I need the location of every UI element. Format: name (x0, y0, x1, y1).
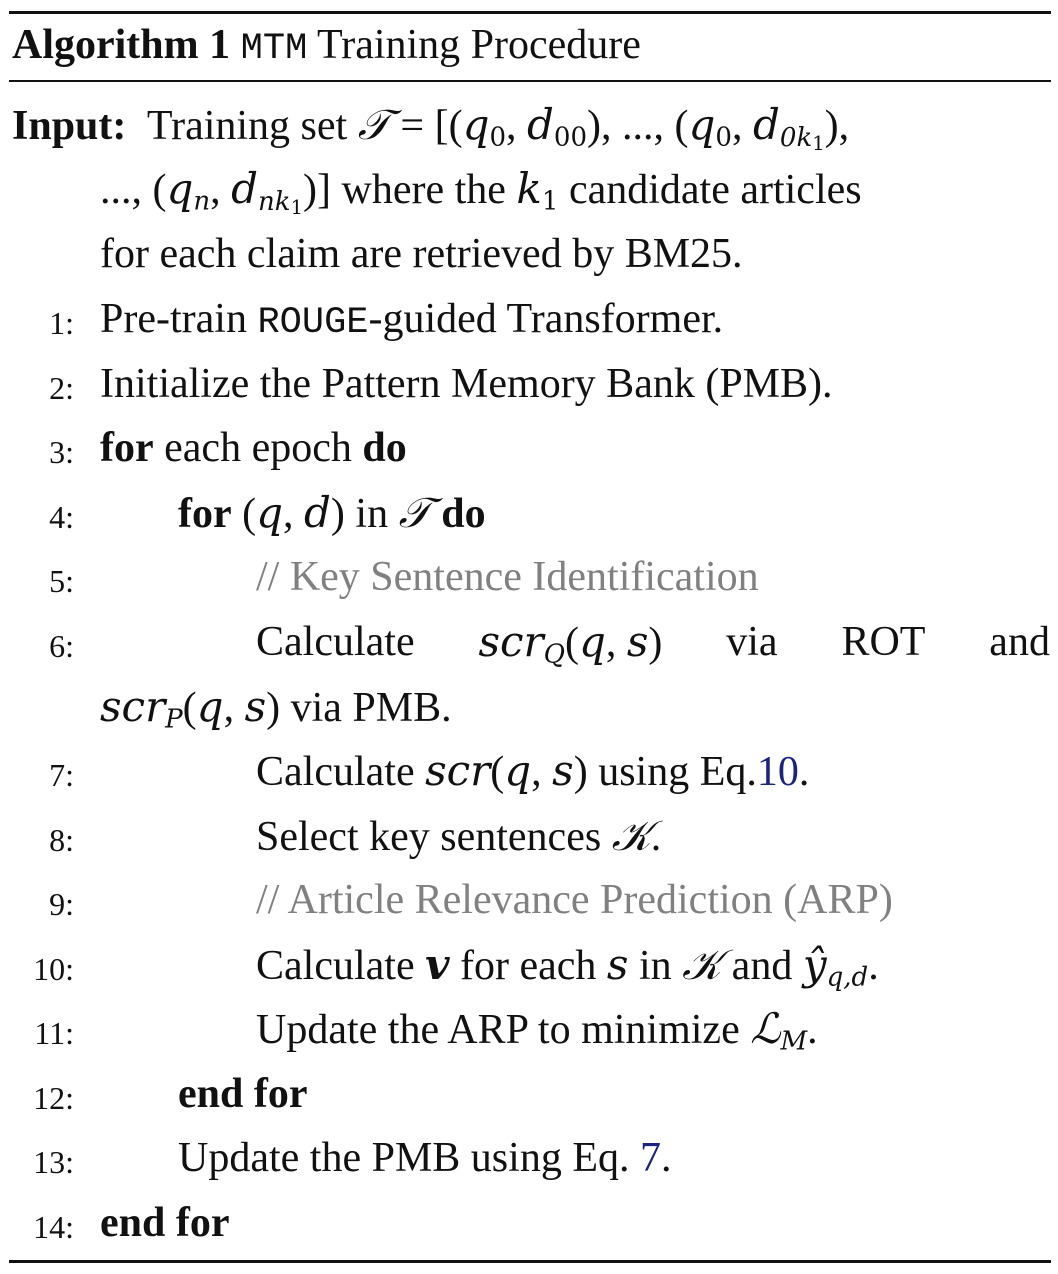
equation-ref-link[interactable]: 10 (756, 749, 799, 795)
step-text: . (807, 1007, 818, 1053)
step-10: Calculate v for each s in 𝒦 and $ŷ_{q,d}$. (256, 940, 879, 993)
keyword-do: do (441, 491, 486, 537)
step-text: and (989, 619, 1050, 665)
input-text: candidate articles (568, 167, 862, 213)
line-number: 9: (49, 886, 74, 922)
step-text: and (731, 943, 793, 989)
step-12-end-for: end for (178, 1071, 308, 1117)
input-line-3: for each claim are retrieved by BM25. (100, 231, 743, 277)
step-text: Pre-train (100, 296, 247, 342)
step-2: Initialize the Pattern Memory Bank (PMB). (100, 361, 833, 407)
step-text: for each (460, 943, 597, 989)
step-text: Update the PMB using Eq. (178, 1135, 630, 1181)
keyword-for: for (178, 491, 232, 537)
step-text: . (660, 1135, 672, 1181)
comment-key-sentence: // Key Sentence Identification (256, 554, 759, 600)
step-text: via PMB. (290, 685, 452, 731)
comment-arp: // Article Relevance Prediction (ARP) (256, 877, 893, 923)
line-number: 5: (49, 563, 74, 599)
line-number: 12: (33, 1080, 74, 1116)
line-number: 10: (33, 951, 74, 987)
step-text: . (798, 749, 810, 795)
step-14-end-for: end for (100, 1200, 230, 1246)
algorithm-title-suffix: Training Procedure (317, 22, 641, 68)
keyword-do: do (362, 425, 407, 471)
rouge-mono: ROUGE (257, 302, 369, 344)
step-text: Calculate (256, 943, 415, 989)
step-6-line-1: Calculate scr$_Q$(q, s) via ROT and (256, 617, 1050, 670)
step-text: Update the ARP to minimize (256, 1007, 740, 1053)
step-11: Update the ARP to minimize ℒ$_M$. (256, 1004, 818, 1057)
line-number: 2: (49, 370, 74, 406)
step-8: Select key sentences 𝒦. (256, 811, 662, 860)
algorithm-number: Algorithm 1 (12, 22, 231, 68)
line-number: 8: (49, 822, 74, 858)
line-number: 4: (49, 499, 74, 535)
input-line-1: Input: Training set 𝒯 = [($q_0$, $d_{00}$), ..., ($q_0$, $d_{0k1}$), (12, 100, 850, 155)
step-text: Calculate (256, 749, 415, 795)
step-4: for (q, d) in 𝒯 do (178, 488, 486, 537)
algorithm-name: MTM (240, 28, 308, 70)
line-number: 1: (49, 305, 74, 341)
step-text: ROT (841, 619, 926, 665)
step-13 (178, 1132, 671, 1184)
keyword-for: for (100, 425, 154, 471)
input-text: Training set (146, 103, 348, 149)
step-text: Select key sentences (256, 814, 602, 860)
input-text: where the (341, 167, 506, 213)
math-equals: = [( (389, 103, 463, 149)
line-number: 7: (49, 757, 74, 793)
line-number: 3: (49, 434, 74, 470)
step-text: . (650, 814, 662, 860)
line-number: 11: (34, 1015, 74, 1051)
line-number: 6: (49, 628, 74, 664)
line-number: 13: (33, 1144, 74, 1180)
step-text: -guided Transformer. (368, 296, 724, 342)
step-text: in (638, 943, 672, 989)
algorithm-title (12, 16, 641, 78)
step-1 (100, 293, 723, 349)
bottom-rule (9, 1260, 1051, 1263)
equation-ref-link[interactable]: 7 (639, 1135, 661, 1181)
title-rule (9, 80, 1051, 82)
top-rule (9, 11, 1051, 14)
step-text: via (726, 619, 778, 665)
step-3 (100, 422, 407, 474)
step-7: Calculate scr(q, s) using Eq.10. (256, 746, 810, 795)
training-set-symbol: 𝒯 (357, 100, 390, 149)
input-label: Input: (12, 103, 127, 149)
input-line-2: ..., ($q_n$, $d_{nk1}$)] where the $k_1$ candidate articles (100, 164, 862, 219)
step-text: in (355, 491, 389, 537)
step-text: Calculate (256, 619, 415, 665)
step-text: using Eq. (598, 749, 757, 795)
step-text: each epoch (164, 425, 352, 471)
step-6-line-2: scr$_P$(q, s) via PMB. (100, 682, 452, 735)
training-set-symbol: 𝒯 (398, 488, 431, 537)
line-number: 14: (33, 1209, 74, 1245)
